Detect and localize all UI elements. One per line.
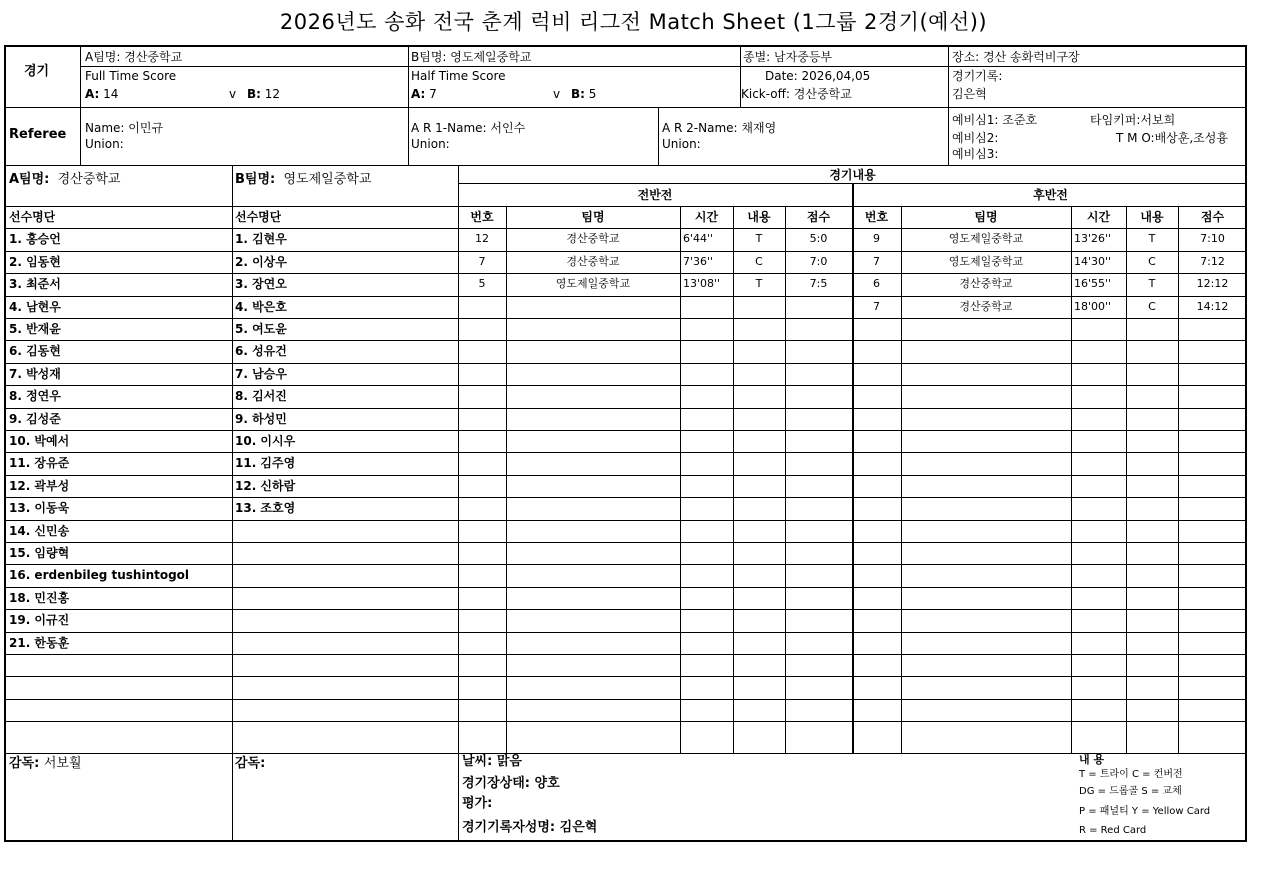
- second-half-score: 12:12: [1196, 277, 1229, 290]
- first-half-time: 6'44'': [683, 232, 714, 245]
- team-a-player: 14. 신민송: [9, 524, 70, 538]
- evaluation: 평가:: [462, 796, 493, 811]
- team-b-player: [235, 612, 457, 628]
- second-half-no: 6: [873, 277, 880, 290]
- half-time-score: A: 7 v B: 5: [411, 87, 597, 101]
- second-half-no: 9: [873, 232, 880, 245]
- second-half-type: C: [1148, 300, 1156, 313]
- column-header-first-4: 점수: [806, 210, 831, 224]
- team-a-player: 6. 김동현: [9, 344, 61, 358]
- tmo: T M O:배상훈,조성흉: [1116, 131, 1228, 145]
- first-half-type: C: [755, 255, 763, 268]
- full-time-score: A: 14 v B: 12: [85, 87, 281, 101]
- second-half-time: 16'55'': [1074, 277, 1112, 290]
- second-half-team: 경산중학교: [959, 300, 1013, 313]
- second-half-score: 7:12: [1200, 255, 1225, 268]
- team-a-player: 11. 장유준: [9, 456, 70, 470]
- team-a-player: 8. 정연우: [9, 389, 61, 403]
- first-half-type: T: [755, 232, 763, 245]
- second-half-title: 후반전: [1033, 188, 1068, 202]
- team-a-player: 16. erdenbileg tushintogol: [9, 568, 190, 582]
- full-time-label: Full Time Score: [85, 69, 177, 83]
- team-b-name: B팀명: 영도제일중학교: [411, 50, 532, 64]
- column-header-second-4: 점수: [1200, 210, 1225, 224]
- first-half-team: 영도제일중학교: [555, 277, 631, 290]
- recorder-signature: 경기기록자성명: 김은혁: [462, 820, 598, 835]
- record-label: 경기기록:: [952, 69, 1003, 83]
- coach-a: 감독: 서보훨: [9, 756, 82, 771]
- team-b-player: 5. 여도윤: [235, 322, 287, 336]
- weather: 날씨: 맑음: [462, 754, 522, 769]
- first-half-no: 5: [478, 277, 486, 290]
- first-half-no: 12: [475, 232, 489, 245]
- team-b-player: 12. 신하람: [235, 479, 296, 493]
- ar1-name: A R 1-Name: 서인수: [411, 121, 526, 135]
- first-half-time: 7'36'': [683, 255, 714, 268]
- team-a-roster-header: 선수명단: [9, 210, 56, 224]
- team-a-player: 9. 김성준: [9, 412, 61, 426]
- column-header-second-1: 팀명: [974, 210, 998, 224]
- legend-line-2: DG = 드롭골 S = 교체: [1079, 786, 1182, 797]
- second-half-time: 14'30'': [1074, 255, 1112, 268]
- team-a-player: 18. 민진홍: [9, 591, 70, 605]
- column-header-first-3: 내용: [747, 210, 771, 224]
- reserve-ref-3: 예비심3:: [952, 147, 999, 161]
- second-half-time: 13'26'': [1074, 232, 1112, 245]
- team-b-player: [235, 523, 457, 539]
- page-title: 2026년도 송화 전국 춘계 럭비 리그전 Match Sheet (1그룹 2경기(예선)): [279, 10, 988, 34]
- team-b-player: 10. 이시우: [235, 434, 296, 448]
- column-header-second-0: 번호: [864, 210, 889, 224]
- second-half-team: 경산중학교: [959, 277, 1013, 290]
- referee-union: Union:: [85, 137, 124, 151]
- match-content-title: 경기내용: [829, 168, 876, 182]
- team-a-player: [9, 702, 231, 718]
- column-header-second-3: 내용: [1140, 210, 1164, 224]
- half-time-label: Half Time Score: [411, 69, 506, 83]
- second-half-team: 영도제일중학교: [948, 255, 1024, 268]
- reserve-ref-1: 예비심1: 조준호: [952, 113, 1038, 127]
- column-header-first-1: 팀명: [581, 210, 605, 224]
- second-half-score: 7:10: [1200, 232, 1225, 245]
- first-half-team: 경산중학교: [566, 255, 620, 268]
- category: 종별: 남자중등부: [743, 50, 833, 64]
- first-half-score: 7:5: [809, 277, 828, 290]
- team-b-player: [235, 657, 457, 673]
- team-a-player: [9, 724, 231, 740]
- team-a-player: 5. 반재윤: [9, 322, 61, 336]
- team-b-player: 9. 하성민: [235, 412, 287, 426]
- team-b-player: [235, 724, 457, 740]
- legend-title: 내 용: [1079, 753, 1105, 766]
- legend-line-4: R = Red Card: [1079, 825, 1147, 836]
- second-half-no: 7: [873, 255, 880, 268]
- ar1-union: Union:: [411, 137, 450, 151]
- first-half-time: 13'08'': [683, 277, 721, 290]
- referee-label: Referee: [9, 127, 67, 142]
- team-b-player: [235, 567, 457, 583]
- coach-b: 감독:: [235, 756, 266, 771]
- team-a-player: 19. 이규진: [9, 613, 70, 627]
- timekeeper: 타임키퍼:서보희: [1090, 113, 1176, 127]
- team-b-roster-header: 선수명단: [235, 210, 282, 224]
- first-half-type: T: [755, 277, 763, 290]
- team-a-player: 15. 임량혁: [9, 546, 70, 560]
- ar2-name: A R 2-Name: 채재영: [662, 121, 777, 135]
- legend-line-1: T = 트라이 C = 컨버전: [1079, 769, 1183, 780]
- first-half-score: 7:0: [809, 255, 828, 268]
- team-a-player: 10. 박예서: [9, 434, 70, 448]
- second-half-score: 14:12: [1196, 300, 1229, 313]
- team-b-player: 2. 이상우: [235, 255, 287, 269]
- team-a-player: [9, 679, 231, 695]
- team-a-player: 21. 한동훈: [9, 636, 70, 650]
- team-a-title: A팀명: 경산중학교: [9, 172, 121, 187]
- column-header-first-0: 번호: [470, 210, 494, 224]
- team-a-player: [9, 657, 231, 673]
- team-b-player: 6. 성유건: [235, 344, 287, 358]
- first-half-team: 경산중학교: [566, 232, 620, 245]
- venue: 장소: 경산 송화럭비구장: [952, 50, 1080, 64]
- team-b-player: 3. 장연오: [235, 277, 287, 291]
- recorder-name: 김은혁: [952, 87, 987, 101]
- first-half-score: 5:0: [809, 232, 828, 245]
- first-half-title: 전반전: [637, 188, 673, 202]
- match-date: Date: 2026,04,05: [765, 69, 871, 83]
- second-half-team: 영도제일중학교: [948, 232, 1024, 245]
- team-b-player: 11. 김주영: [235, 456, 296, 470]
- team-b-player: [235, 545, 457, 561]
- kickoff: Kick-off: 경산중학교: [741, 87, 852, 101]
- team-a-player: 1. 홍승언: [9, 232, 61, 246]
- team-a-player: 12. 곽부성: [9, 479, 70, 493]
- team-b-title: B팀명: 영도제일중학교: [235, 172, 372, 187]
- team-a-player: 4. 남현우: [9, 300, 61, 314]
- ar2-union: Union:: [662, 137, 701, 151]
- second-half-time: 18'00'': [1074, 300, 1112, 313]
- second-half-type: T: [1148, 232, 1156, 245]
- second-half-type: T: [1148, 277, 1156, 290]
- team-a-name: A팀명: 경산중학교: [85, 50, 183, 64]
- referee-name: Name: 이민규: [85, 121, 164, 135]
- team-b-player: [235, 590, 457, 606]
- team-b-player: 1. 김현우: [235, 232, 287, 246]
- column-header-second-2: 시간: [1086, 210, 1111, 224]
- second-half-type: C: [1148, 255, 1156, 268]
- match-sheet: [4, 45, 1247, 842]
- team-b-player: [235, 702, 457, 718]
- team-b-player: [235, 679, 457, 695]
- game-label: 경기: [24, 64, 50, 79]
- team-b-player: 7. 남승우: [235, 367, 287, 381]
- column-header-first-2: 시간: [694, 210, 719, 224]
- reserve-ref-2: 예비심2:: [952, 131, 999, 145]
- team-a-player: 2. 임동현: [9, 255, 61, 269]
- team-a-player: 13. 이동욱: [9, 501, 70, 515]
- team-b-player: 13. 조호영: [235, 501, 296, 515]
- first-half-no: 7: [478, 255, 486, 268]
- field-condition: 경기장상태: 양호: [462, 776, 560, 791]
- second-half-no: 7: [873, 300, 880, 313]
- team-b-player: 8. 김서진: [235, 389, 287, 403]
- team-a-player: 3. 최준서: [9, 277, 61, 291]
- team-b-player: 4. 박은호: [235, 300, 287, 314]
- team-b-player: [235, 635, 457, 651]
- legend-line-3: P = 패널티 Y = Yellow Card: [1079, 806, 1211, 817]
- team-a-player: 7. 박성재: [9, 367, 61, 381]
